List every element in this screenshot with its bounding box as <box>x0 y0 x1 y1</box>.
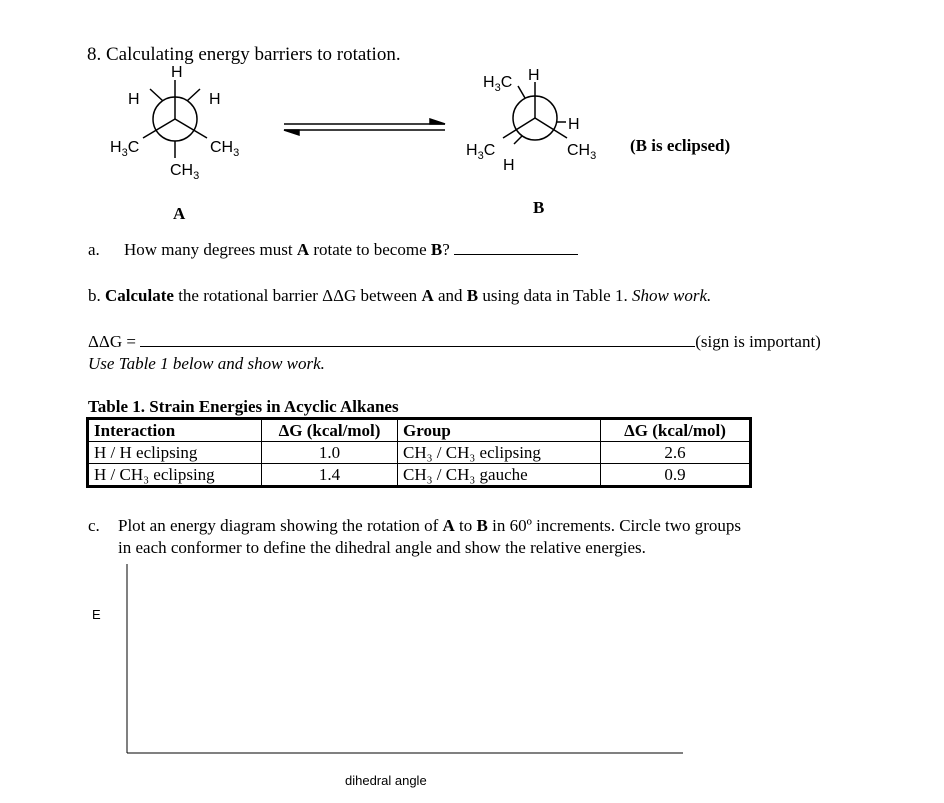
newman-a-back-bond-upper-left <box>150 89 163 101</box>
newman-b-back-bottom-label: H <box>503 157 515 174</box>
table-row <box>89 442 750 464</box>
table1-title: Table 1. Strain Energies in Acyclic Alkanes <box>88 397 399 416</box>
table-cell: 0.9 <box>601 464 750 486</box>
newman-b-back-bond-bottom <box>514 136 522 144</box>
part-b-use-table-note: Use Table 1 below and show work. <box>88 354 325 373</box>
table-cell: 1.4 <box>262 464 398 486</box>
energy-diagram-axes[interactable] <box>120 560 690 760</box>
newman-a-front-right-label: $CH_3$ <box>210 139 240 160</box>
newman-b-label: B <box>533 198 545 217</box>
newman-b-back-upper-left-label: $H_3C$ <box>483 74 513 95</box>
newman-a-back-bottom-label: $CH_3$ <box>170 162 200 183</box>
table-cell: H / H eclipsing <box>89 442 262 464</box>
table-cell: H / CH₃ eclipsing <box>89 464 262 486</box>
table-header-row <box>89 420 750 442</box>
table-header-cell: Interaction <box>89 420 262 442</box>
part-b-ddg-answer-blank[interactable] <box>140 346 695 347</box>
y-axis-label: E <box>92 607 101 622</box>
x-axis-label: dihedral angle <box>345 773 427 788</box>
part-b-ddg-line: ΔΔG = (sign is important) <box>88 332 821 351</box>
newman-a-front-top-label: H <box>171 64 183 81</box>
table-header-cell: Group <box>398 420 601 442</box>
part-a-question: How many degrees must A rotate to become B? <box>124 240 578 260</box>
part-a-answer-blank[interactable] <box>454 254 578 255</box>
newman-b-front-right-label: $CH_3$ <box>567 142 597 163</box>
newman-a-front-left-label: $H_3C$ <box>110 139 140 160</box>
newman-a-back-upper-left-label: H <box>128 91 140 108</box>
newman-a-back-bond-upper-right <box>187 89 200 101</box>
newman-b-front-bond-right <box>535 118 567 138</box>
table-row <box>89 464 750 486</box>
part-c-letter: c. <box>88 516 100 535</box>
part-c-line1: Plot an energy diagram showing the rotation of A to B in 60º increments. Circle two groups <box>118 516 742 535</box>
equilibrium-arrow <box>280 118 450 138</box>
part-b-question: b. Calculate the rotational barrier ΔΔG between A and B using data in Table 1. Show work. <box>88 286 712 305</box>
table-cell: 2.6 <box>601 442 750 464</box>
strain-energy-table <box>88 419 750 486</box>
table-header-cell: ΔG (kcal/mol) <box>262 420 398 442</box>
part-a-letter: a. <box>88 240 100 259</box>
newman-a-back-upper-right-label: H <box>209 91 221 108</box>
newman-b-front-bond-left <box>503 118 535 138</box>
table-cell: CH₃ / CH₃ eclipsing <box>398 442 601 464</box>
table-cell: 1.0 <box>262 442 398 464</box>
newman-b-back-bond-upper-left <box>518 86 525 98</box>
newman-b-back-right-label: H <box>568 116 580 133</box>
newman-b-front-left-label: $H_3C$ <box>466 142 496 163</box>
question-title: 8. Calculating energy barriers to rotation. <box>87 44 401 65</box>
newman-b-front-top-label: H <box>528 67 540 84</box>
part-c-line2: in each conformer to define the dihedral angle and show the relative energies. <box>118 538 646 557</box>
eclipsed-note: (B is eclipsed) <box>630 136 731 155</box>
table-cell: CH₃ / CH₃ gauche <box>398 464 601 486</box>
table-header-cell: ΔG (kcal/mol) <box>601 420 750 442</box>
newman-a-label: A <box>173 204 186 223</box>
